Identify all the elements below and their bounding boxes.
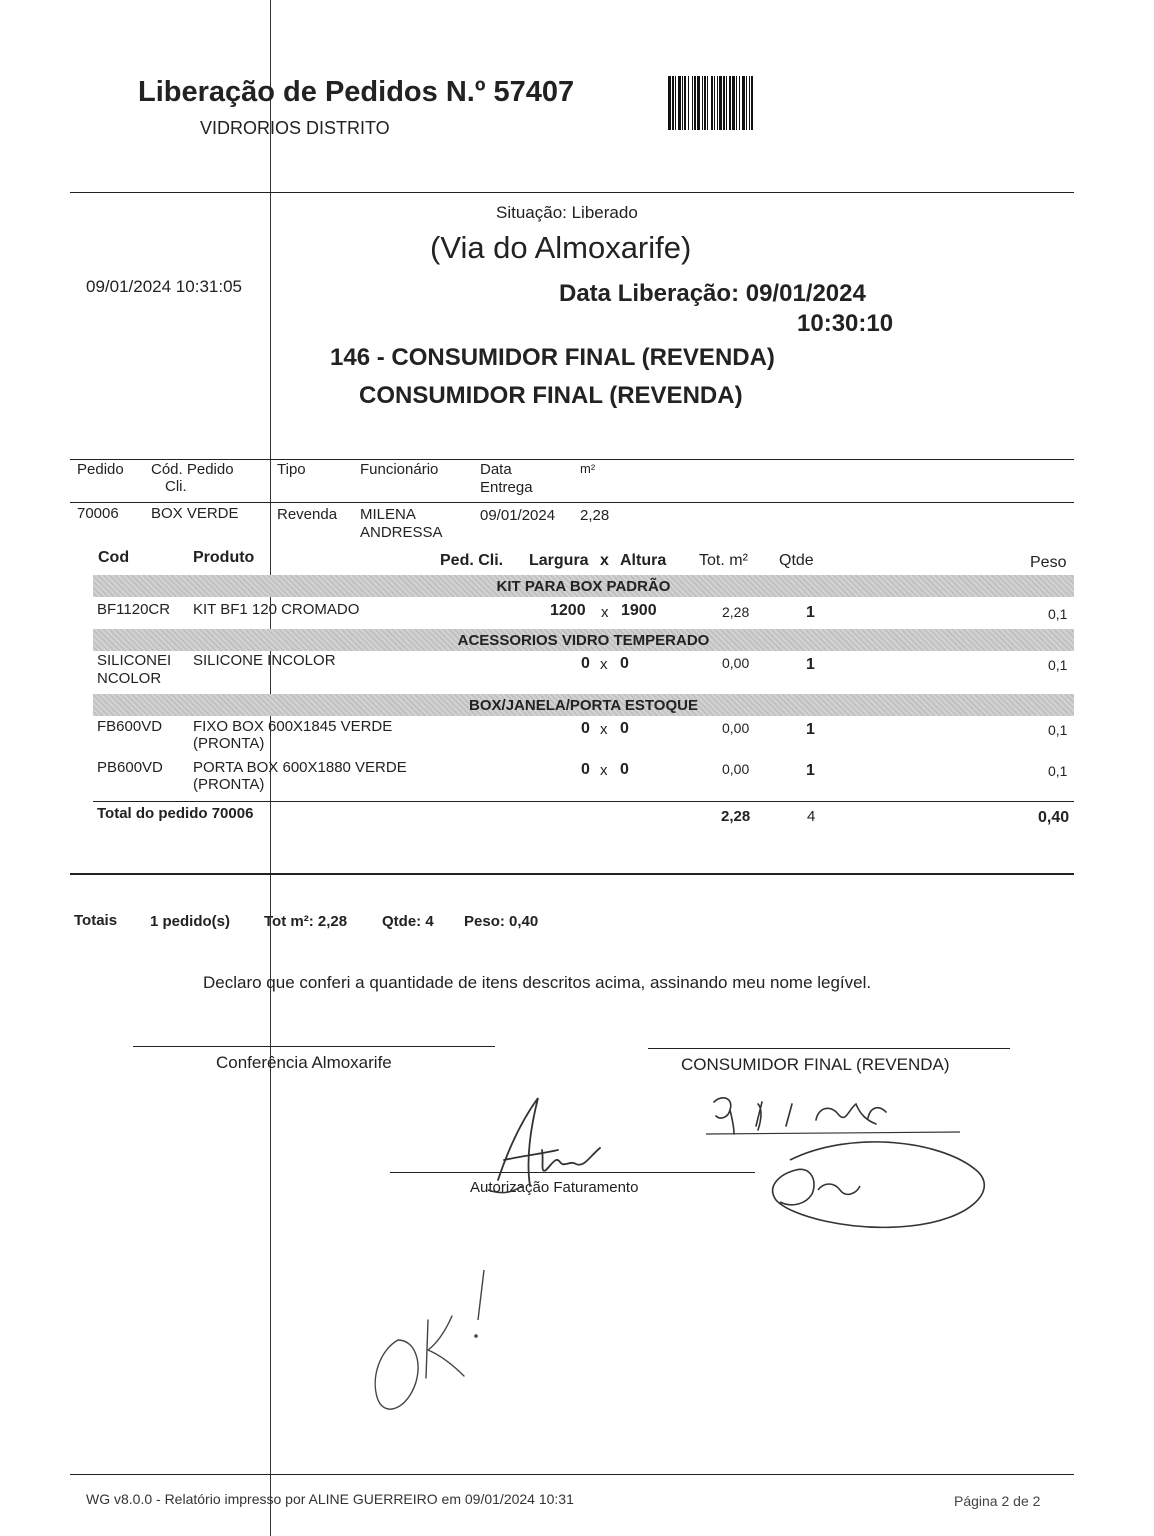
item-produto: FIXO BOX 600X1845 VERDE [193,718,393,735]
col-data-entrega: Data [480,461,512,478]
barcode-bar [697,76,700,130]
group-title: BOX/JANELA/PORTA ESTOQUE [469,697,698,714]
group-title: KIT PARA BOX PADRÃO [496,578,671,595]
item-altura: 0 [620,720,629,737]
totals-qtde: Qtde: 4 [382,913,434,930]
document-title: Liberação de Pedidos N.º 57407 [138,76,575,108]
header-divider [70,192,1074,193]
order-table-header-rule [70,502,1074,503]
barcode-bar [707,76,708,130]
signature-label-conferencia: Conferência Almoxarife [216,1053,392,1072]
barcode-bar [746,76,747,130]
total-rule [93,801,1074,802]
item-largura: 1200 [550,602,586,619]
col-peso: Peso [1030,554,1067,571]
item-qtde: 1 [806,762,815,779]
item-cod: BF1120CR [97,601,171,618]
col-pedido: Pedido [77,461,124,478]
client-name: 146 - CONSUMIDOR FINAL (REVENDA) [330,344,775,371]
item-produto: PORTA BOX 600X1880 VERDE [193,759,407,776]
signature-label-cliente: CONSUMIDOR FINAL (REVENDA) [681,1055,950,1074]
item-qtde: 1 [806,721,815,738]
item-qtde: 1 [806,656,815,673]
declaration-text: Declaro que conferi a quantidade de itens descritos acima, assinando meu nome legível. [203,973,872,992]
item-x: x [601,604,609,621]
item-produto-2: (PRONTA) [193,776,265,793]
handwritten-ok-note [360,1260,520,1420]
order-funcionario: MILENA [360,506,416,523]
copy-label: (Via do Almoxarife) [430,230,692,265]
barcode-bar [714,76,715,130]
col-tot-m2: Tot. m² [699,552,748,569]
order-table-top-rule [70,459,1074,460]
item-peso: 0,1 [1048,606,1068,622]
barcode-bar [742,76,745,130]
item-qtde: 1 [806,604,815,621]
col-qtde: Qtde [779,552,814,569]
signature-line-cliente [648,1048,1010,1049]
barcode-bar [672,76,674,130]
item-cod: SILICONEI [97,652,172,669]
company-name: VIDRORIOS DISTRITO [200,118,390,138]
order-total-m2: 2,28 [721,808,751,825]
order-total-qtde: 4 [807,808,816,825]
barcode-bar [692,76,693,130]
signature-line-conferencia [133,1046,495,1047]
item-altura: 0 [620,761,629,778]
barcode-bar [717,76,718,130]
col-m2: m² [580,461,596,476]
item-cod-2: NCOLOR [97,670,162,687]
footer-divider [70,1474,1074,1475]
status-label: Situação: Liberado [496,203,638,222]
barcode-bar [726,76,727,130]
totals-m2: Tot m²: 2,28 [264,913,348,930]
group-title: ACESSORIOS VIDRO TEMPERADO [457,632,710,649]
col-altura: Altura [620,552,667,569]
release-time: 10:30:10 [797,310,894,337]
item-peso: 0,1 [1048,657,1068,673]
group-band [93,629,1074,651]
col-tipo: Tipo [277,461,306,478]
item-tot-m2: 2,28 [722,604,750,620]
order-data-entrega: 09/01/2024 [480,507,556,524]
item-cod: FB600VD [97,718,163,735]
barcode-bar [668,76,671,130]
printed-timestamp: 09/01/2024 10:31:05 [86,277,242,296]
item-x: x [600,721,608,738]
group-band [93,694,1074,716]
col-produto: Produto [193,549,255,566]
item-altura: 0 [620,655,629,672]
order-m2: 2,28 [580,507,610,524]
item-largura: 0 [581,761,590,778]
col-x: x [600,552,609,569]
barcode-bar [736,76,737,130]
barcode-bar [704,76,706,130]
col-data-entrega-2: Entrega [480,479,533,496]
barcode-bar [682,76,683,130]
signature-label-autorizacao: Autorização Faturamento [470,1179,639,1196]
barcode-bar [675,76,676,130]
item-altura: 1900 [621,602,657,619]
item-x: x [600,762,608,779]
item-produto-2: (PRONTA) [193,735,265,752]
barcode-bar [694,76,696,130]
order-total-label: Total do pedido 70006 [97,805,254,822]
barcode-bar [688,76,689,130]
barcode-bar [751,76,753,130]
order-funcionario-2: ANDRESSA [360,524,443,541]
item-peso: 0,1 [1048,722,1068,738]
barcode-bar [749,76,750,130]
item-produto: KIT BF1 120 CROMADO [193,601,360,618]
barcode-bar [723,76,725,130]
barcode-bar [711,76,713,130]
footer-printed-by: WG v8.0.0 - Relatório impresso por ALINE GUERREIRO em 09/01/2024 10:31 [86,1491,574,1507]
col-ped-cli: Ped. Cli. [440,552,504,569]
col-cod-pedido-cli-2: Cli. [165,478,187,495]
barcode [668,76,846,130]
item-tot-m2: 0,00 [722,720,750,736]
col-cod-pedido-cli: Cód. Pedido [151,461,234,478]
item-produto: SILICONE INCOLOR [193,652,336,669]
barcode-bar [729,76,731,130]
order-cod-pedido-cli: BOX VERDE [151,505,239,522]
client-name-secondary: CONSUMIDOR FINAL (REVENDA) [359,382,743,409]
col-funcionario: Funcionário [360,461,439,478]
group-band [93,575,1074,597]
item-largura: 0 [581,720,590,737]
order-tipo: Revenda [277,506,338,523]
totals-label: Totais [74,912,118,929]
barcode-bar [678,76,681,130]
footer-page-number: Página 2 de 2 [954,1493,1041,1509]
handwritten-signature [460,1090,630,1210]
barcode-bar [732,76,735,130]
item-largura: 0 [581,655,590,672]
item-peso: 0,1 [1048,763,1068,779]
summary-divider [70,873,1074,875]
barcode-bar [739,76,740,130]
col-largura: Largura [529,552,589,569]
barcode-bar [684,76,686,130]
handwritten-date-signature [700,1090,990,1240]
barcode-bar [702,76,703,130]
release-date: Data Liberação: 09/01/2024 [559,280,866,307]
totals-pedidos: 1 pedido(s) [150,913,231,930]
item-cod: PB600VD [97,759,163,776]
barcode-bar [719,76,722,130]
item-x: x [600,656,608,673]
col-cod: Cod [98,549,130,566]
order-pedido: 70006 [77,505,119,522]
item-tot-m2: 0,00 [722,655,750,671]
order-total-peso: 0,40 [1038,809,1070,826]
totals-peso: Peso: 0,40 [464,913,539,930]
item-tot-m2: 0,00 [722,761,750,777]
